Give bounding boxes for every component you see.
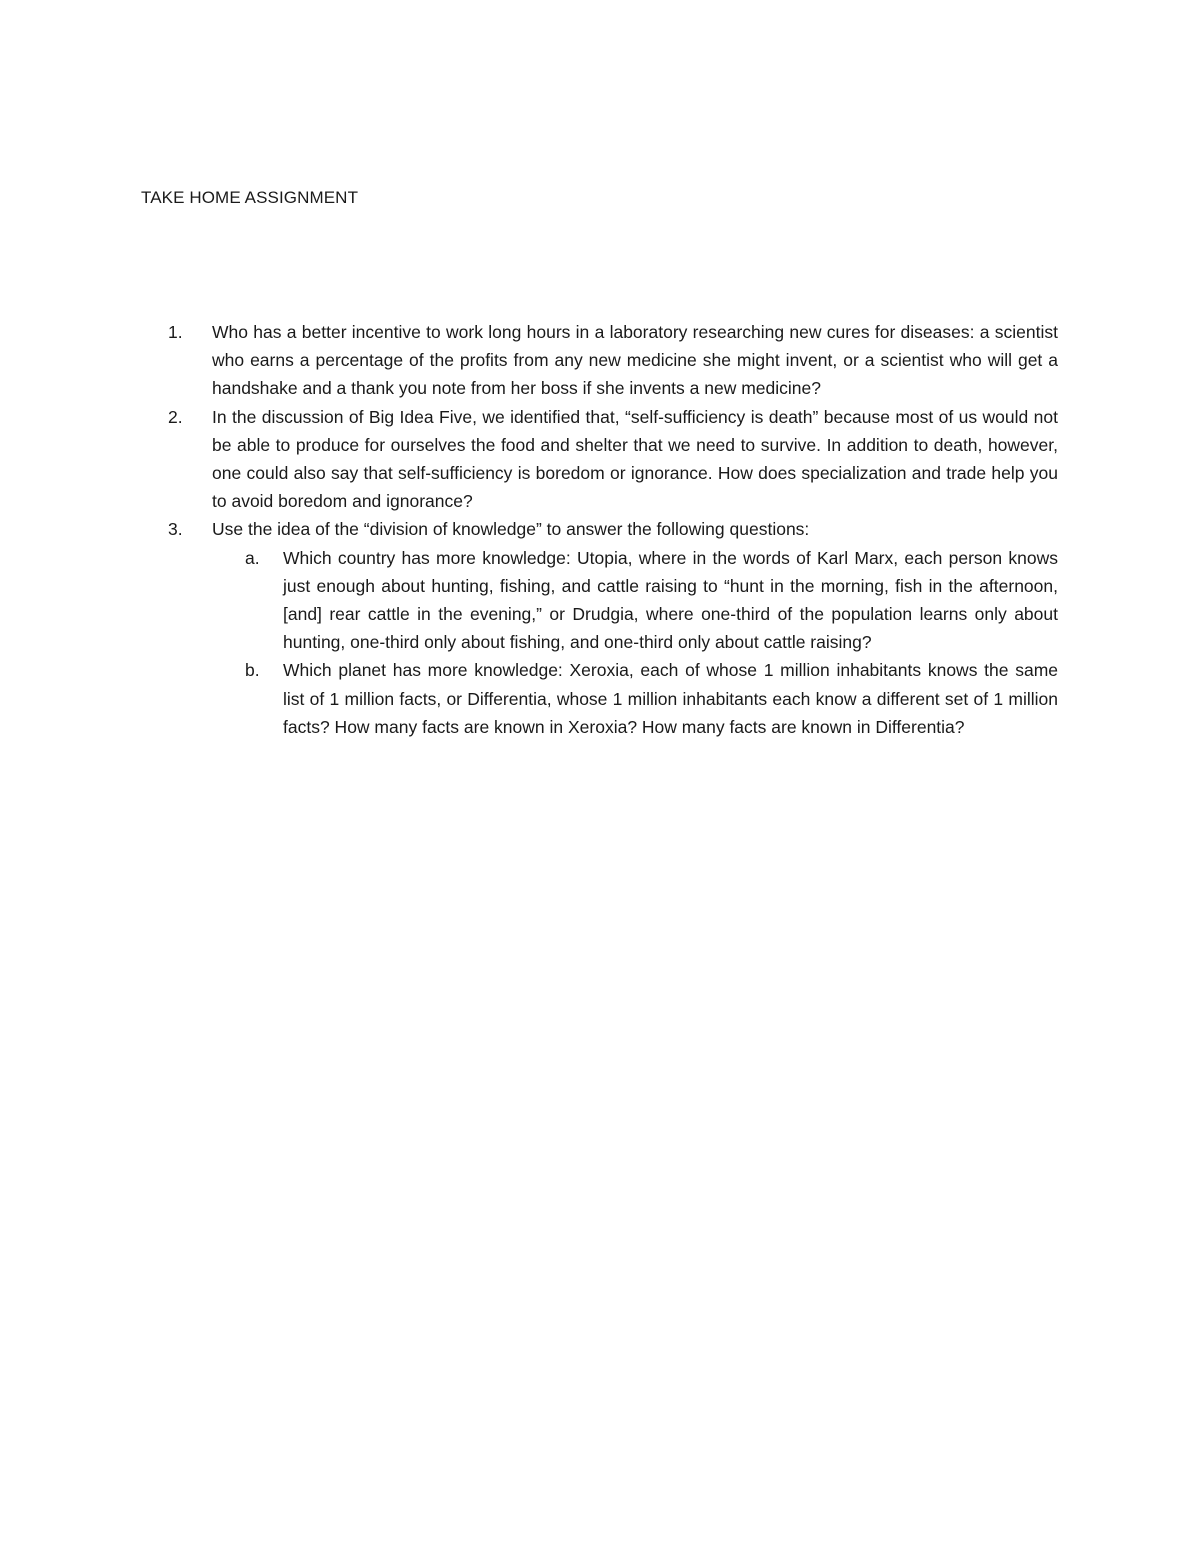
subquestion-b — [245, 656, 1058, 741]
question-number: 3. — [168, 519, 183, 540]
subquestion-text: Which planet has more knowledge: Xeroxia, each of whose 1 million inhabitants knows the same list of 1 million facts, or Differentia, whose 1 million inhabitants each know a different set of 1 million facts? How many facts are known in Xeroxia? How many facts are known in Differentia? — [283, 660, 1058, 737]
question-1 — [168, 318, 1058, 403]
question-text: Use the idea of the “division of knowledge” to answer the following questions: — [212, 519, 810, 540]
subquestion-list — [245, 544, 1058, 741]
subquestion-a — [245, 544, 1058, 657]
question-2 — [168, 403, 1058, 516]
subquestion-text: Which country has more knowledge: Utopia, where in the words of Karl Marx, each person knows just enough about hunting, fishing, and cattle raising to “hunt in the morning, fish in the afternoon, [and] rear cattle in the evening,” or Drudgia, where one-third of the population learns only about hunting, one-third only about fishing, and one-third only about cattle raising? — [283, 547, 1058, 653]
question-number: 2. — [168, 406, 183, 427]
subquestion-letter: a. — [245, 547, 260, 568]
document-title: TAKE HOME ASSIGNMENT — [141, 188, 359, 207]
question-list — [168, 318, 1058, 741]
question-text: Who has a better incentive to work long hours in a laboratory researching new cures for diseases: a scientist who earns a percentage of the profits from any new medicine she might invent, or a scientist who will get a handshake and a thank you note from her boss if she invents a new medicine? — [212, 322, 1058, 399]
question-text: In the discussion of Big Idea Five, we identified that, “self-sufficiency is death” because most of us would not be able to produce for ourselves the food and shelter that we need to survive. In addition to death, however, one could also say that self-sufficiency is boredom or ignorance. How does specialization and trade help you to avoid boredom and ignorance? — [212, 406, 1058, 512]
subquestion-letter: b. — [245, 660, 260, 681]
question-number: 1. — [168, 322, 183, 342]
question-3 — [168, 515, 1058, 741]
